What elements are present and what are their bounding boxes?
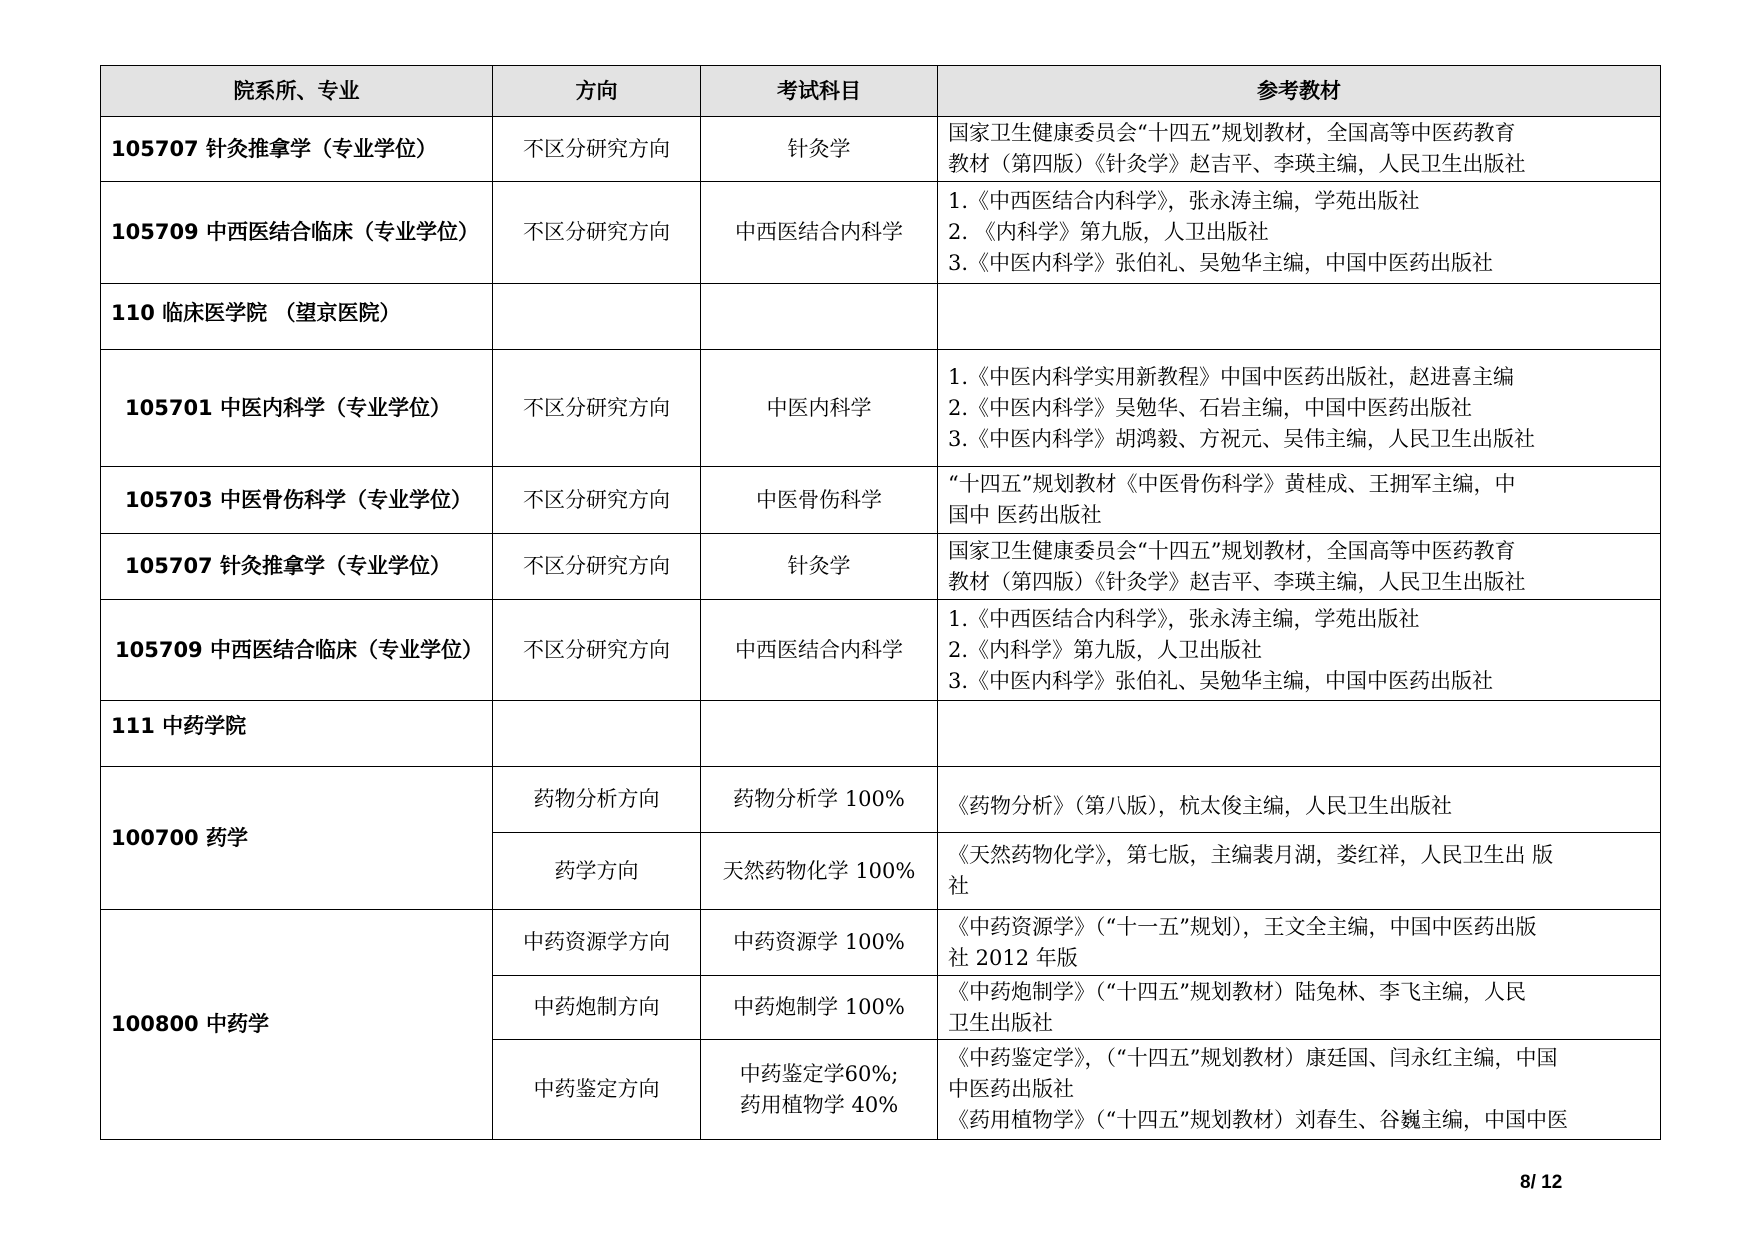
reference-line: 2.《内科学》第九版，人卫出版社 [948, 637, 1263, 662]
school-heading: 111 中药学院 [101, 701, 493, 767]
subject-cell: 药物分析学 100% [701, 767, 938, 833]
reference-cell [938, 117, 1661, 182]
page-number: 8/ 12 [1520, 1172, 1563, 1193]
school-heading: 110 临床医学院 （望京医院） [101, 284, 493, 350]
header-subject: 考试科目 [701, 66, 938, 117]
reference-cell [938, 910, 1661, 976]
direction-cell: 中药资源学方向 [493, 910, 701, 976]
header-direction: 方向 [493, 66, 701, 117]
reference-line: 中医药出版社 [948, 1077, 1074, 1101]
reference-line: 社 [948, 874, 969, 898]
direction-cell: 中药炮制方向 [493, 976, 701, 1040]
section-row [101, 701, 1661, 767]
direction-cell: 药物分析方向 [493, 767, 701, 833]
direction-cell: 不区分研究方向 [493, 534, 701, 600]
reference-line: 1.《中西医结合内科学》，张永涛主编，学苑出版社 [948, 189, 1420, 213]
direction-cell: 不区分研究方向 [493, 600, 701, 701]
reference-cell [938, 534, 1661, 600]
major-cell: 100700 药学 [101, 767, 493, 910]
reference-cell [938, 350, 1661, 467]
reference-line: 国中 医药出版社 [948, 503, 1102, 527]
direction-cell: 药学方向 [493, 833, 701, 910]
reference-line: 1.《中西医结合内科学》，张永涛主编，学苑出版社 [948, 606, 1420, 631]
major-cell: 105709 中西医结合临床（专业学位） [101, 182, 493, 284]
reference-line: 教材（第四版）《针灸学》赵吉平、李瑛主编，人民卫生出版社 [948, 152, 1526, 176]
reference-line: 《中药鉴定学》，（“十四五”规划教材）康廷国、闫永红主编，中国 [948, 1046, 1558, 1070]
direction-cell: 不区分研究方向 [493, 467, 701, 534]
empty-cell [938, 284, 1661, 350]
direction-cell: 不区分研究方向 [493, 117, 701, 182]
table-row [101, 910, 1661, 976]
table-row [101, 182, 1661, 284]
major-cell: 100800 中药学 [101, 910, 493, 1140]
subject-cell: 针灸学 [701, 117, 938, 182]
subject-cell: 中药炮制学 100% [701, 976, 938, 1040]
subject-line: 药用植物学 40% [739, 1092, 899, 1117]
reference-line: 教材（第四版）《针灸学》赵吉平、李瑛主编，人民卫生出版社 [948, 569, 1526, 594]
header-row [101, 66, 1661, 117]
table-row [101, 600, 1661, 701]
header-reference: 参考教材 [938, 66, 1661, 117]
subject-cell: 中西医结合内科学 [701, 600, 938, 701]
reference-cell [938, 1040, 1661, 1140]
reference-line: 《药用植物学》（“十四五”规划教材）刘春生、谷巍主编，中国中医 [948, 1108, 1568, 1132]
subject-line: 中药鉴定学60%; [739, 1061, 899, 1086]
reference-line: 卫生出版社 [948, 1010, 1053, 1035]
reference-line: 《天然药物化学》，第七版，主编裴月湖，娄红祥，人民卫生出 版 [948, 843, 1554, 867]
header-major: 院系所、专业 [101, 66, 493, 117]
reference-cell [938, 467, 1661, 534]
table-row [101, 467, 1661, 534]
table-row [101, 767, 1661, 833]
reference-cell [938, 182, 1661, 284]
curriculum-table [100, 65, 1661, 1140]
subject-cell: 针灸学 [701, 534, 938, 600]
section-row [101, 284, 1661, 350]
reference-line: 国家卫生健康委员会“十四五”规划教材，全国高等中医药教育 [948, 538, 1516, 563]
reference-line: “十四五”规划教材《中医骨伤科学》黄桂成、王拥军主编，中 [948, 472, 1516, 496]
direction-cell: 不区分研究方向 [493, 350, 701, 467]
subject-cell: 中药资源学 100% [701, 910, 938, 976]
table-row [101, 117, 1661, 182]
major-cell: 105701 中医内科学（专业学位） [101, 350, 493, 467]
reference-line: 国家卫生健康委员会“十四五”规划教材，全国高等中医药教育 [948, 121, 1516, 145]
subject-cell: 天然药物化学 100% [701, 833, 938, 910]
reference-line: 3.《中医内科学》张伯礼、吴勉华主编，中国中医药出版社 [948, 668, 1494, 693]
reference-cell [938, 600, 1661, 701]
reference-line: 3.《中医内科学》张伯礼、吴勉华主编，中国中医药出版社 [948, 251, 1494, 275]
major-cell: 105703 中医骨伤科学（专业学位） [101, 467, 493, 534]
reference-cell [938, 976, 1661, 1040]
reference-line: 2. 《内科学》第九版，人卫出版社 [948, 220, 1269, 244]
subject-cell: 中医内科学 [701, 350, 938, 467]
reference-line: 3.《中医内科学》胡鸿毅、方祝元、吴伟主编，人民卫生出版社 [948, 426, 1536, 451]
reference-line: 社 2012 年版 [948, 945, 1078, 970]
table-row [101, 534, 1661, 600]
reference-cell [938, 833, 1661, 910]
table-row [101, 350, 1661, 467]
reference-line: 《中药资源学》（“十一五”规划），王文全主编，中国中医药出版 [948, 914, 1537, 939]
subject-cell [701, 1040, 938, 1140]
major-cell: 105709 中西医结合临床（专业学位） [101, 600, 493, 701]
direction-cell: 不区分研究方向 [493, 182, 701, 284]
empty-cell [493, 701, 701, 767]
major-cell: 105707 针灸推拿学（专业学位） [101, 117, 493, 182]
reference-cell [938, 767, 1661, 833]
empty-cell [493, 284, 701, 350]
empty-cell [701, 701, 938, 767]
empty-cell [701, 284, 938, 350]
empty-cell [938, 701, 1661, 767]
major-cell: 105707 针灸推拿学（专业学位） [101, 534, 493, 600]
reference-line: 《中药炮制学》（“十四五”规划教材）陆兔林、李飞主编，人民 [948, 979, 1526, 1004]
subject-cell: 中西医结合内科学 [701, 182, 938, 284]
reference-line: 《药物分析》（第八版），杭太俊主编，人民卫生出版社 [948, 794, 1452, 818]
reference-line: 2.《中医内科学》吴勉华、石岩主编，中国中医药出版社 [948, 395, 1473, 420]
reference-line: 1.《中医内科学实用新教程》中国中医药出版社，赵进喜主编 [948, 364, 1515, 389]
direction-cell: 中药鉴定方向 [493, 1040, 701, 1140]
subject-cell: 中医骨伤科学 [701, 467, 938, 534]
